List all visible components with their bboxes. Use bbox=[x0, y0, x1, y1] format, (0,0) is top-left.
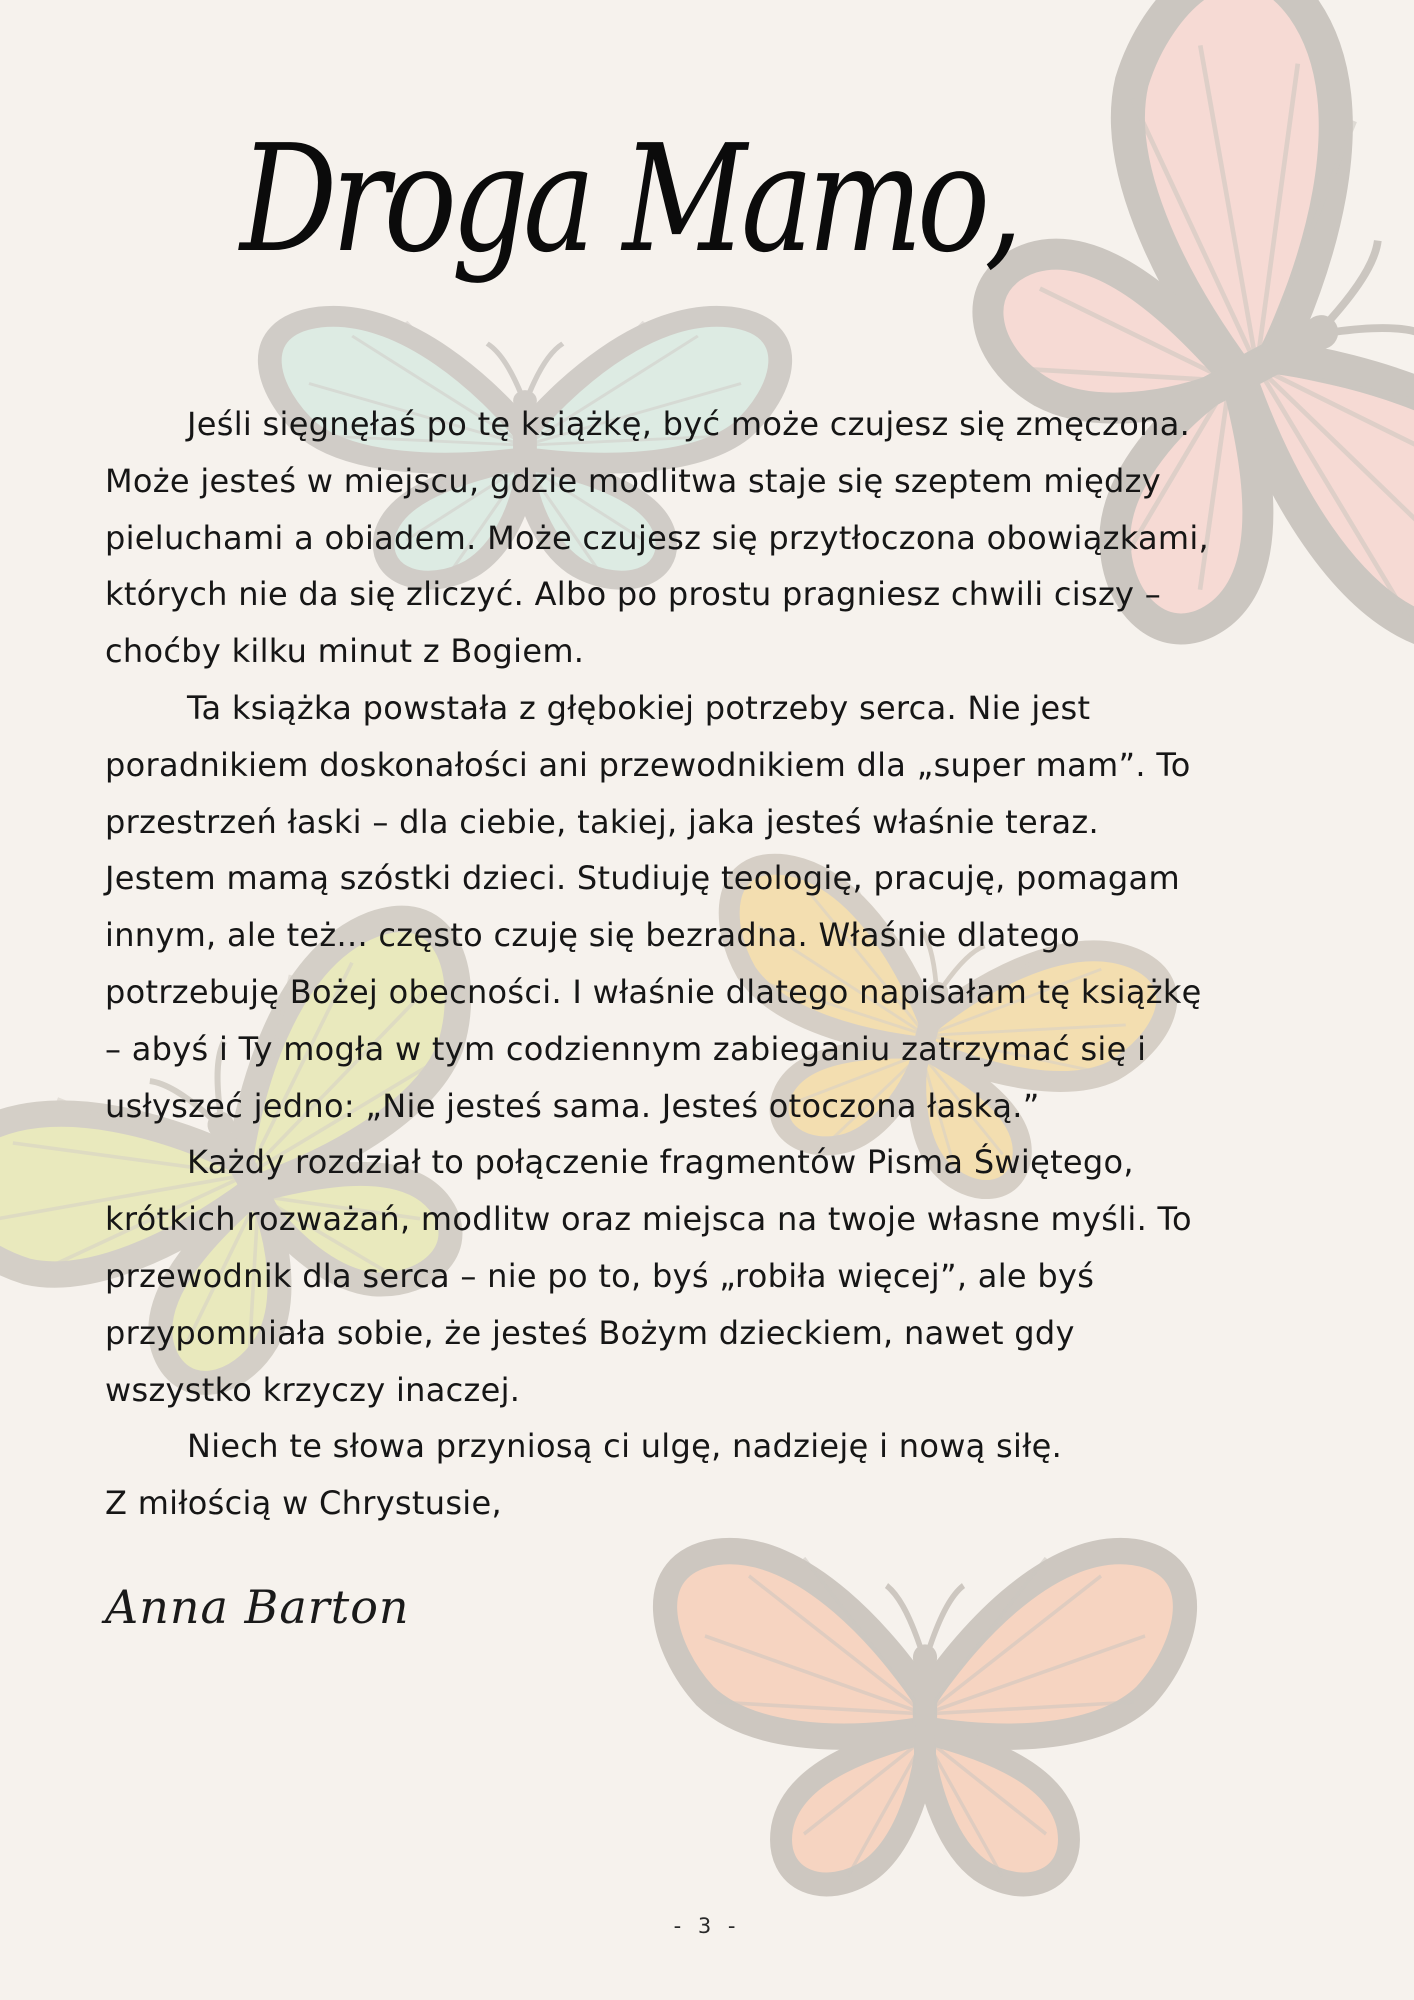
text-line: – abyś i Ty mogła w tym codziennym zabieganiu zatrzymać się i bbox=[105, 1029, 1147, 1068]
text-line: usłyszeć jedno: „Nie jesteś sama. Jesteś otoczona łaską.” bbox=[105, 1086, 1040, 1125]
text-line: Jestem mamą szóstki dzieci. Studiuję teologię, pracuję, pomagam bbox=[105, 859, 1180, 898]
text-line: innym, ale też... często czuję się bezradna. Właśnie dlatego bbox=[105, 916, 1080, 955]
text-line: choćby kilku minut z Bogiem. bbox=[105, 632, 585, 671]
text-line: Z miłością w Chrystusie, bbox=[105, 1484, 502, 1523]
text-line: przewodnik dla serca – nie po to, byś „robiła więcej”, ale byś bbox=[105, 1256, 1095, 1295]
text-line: potrzebuję Bożej obecności. I właśnie dlatego napisałam tę książkę bbox=[105, 972, 1202, 1011]
text-line: pieluchami a obiadem. Może czujesz się przytłoczona obowiązkami, bbox=[105, 518, 1210, 557]
text-line: Niech te słowa przyniosą ci ulgę, nadzieję i nową siłę. bbox=[187, 1427, 1063, 1466]
text-line: Jeśli sięgnęłaś po tę książkę, być może czujesz się zmęczona. bbox=[187, 405, 1191, 443]
page-title: Droga Mamo, bbox=[240, 113, 1018, 285]
text-line: Ta książka powstała z głębokiej potrzeby serca. Nie jest bbox=[187, 688, 1091, 727]
page-number: - 3 - bbox=[673, 1914, 741, 1938]
text-line: przestrzeń łaski – dla ciebie, takiej, jaka jesteś właśnie teraz. bbox=[105, 802, 1099, 841]
text-line: Każdy rozdział to połączenie fragmentów Pisma Świętego, bbox=[187, 1143, 1134, 1182]
text-line: poradnikiem doskonałości ani przewodnikiem dla „super mam”. To bbox=[105, 745, 1191, 784]
text-line: wszystko krzyczy inaczej. bbox=[105, 1370, 521, 1409]
text-line: przypomniała sobie, że jesteś Bożym dzieckiem, nawet gdy bbox=[105, 1313, 1075, 1352]
text-line: których nie da się zliczyć. Albo po prostu pragniesz chwili ciszy – bbox=[105, 575, 1162, 614]
butterfly-peach-icon bbox=[665, 1551, 1185, 1884]
text-line: krótkich rozważań, modlitw oraz miejsca na twoje własne myśli. To bbox=[105, 1200, 1192, 1239]
letter-body bbox=[105, 396, 1345, 1532]
signature: Anna Barton bbox=[105, 1580, 410, 1634]
text-line: Może jesteś w miejscu, gdzie modlitwa staje się szeptem między bbox=[105, 461, 1162, 500]
